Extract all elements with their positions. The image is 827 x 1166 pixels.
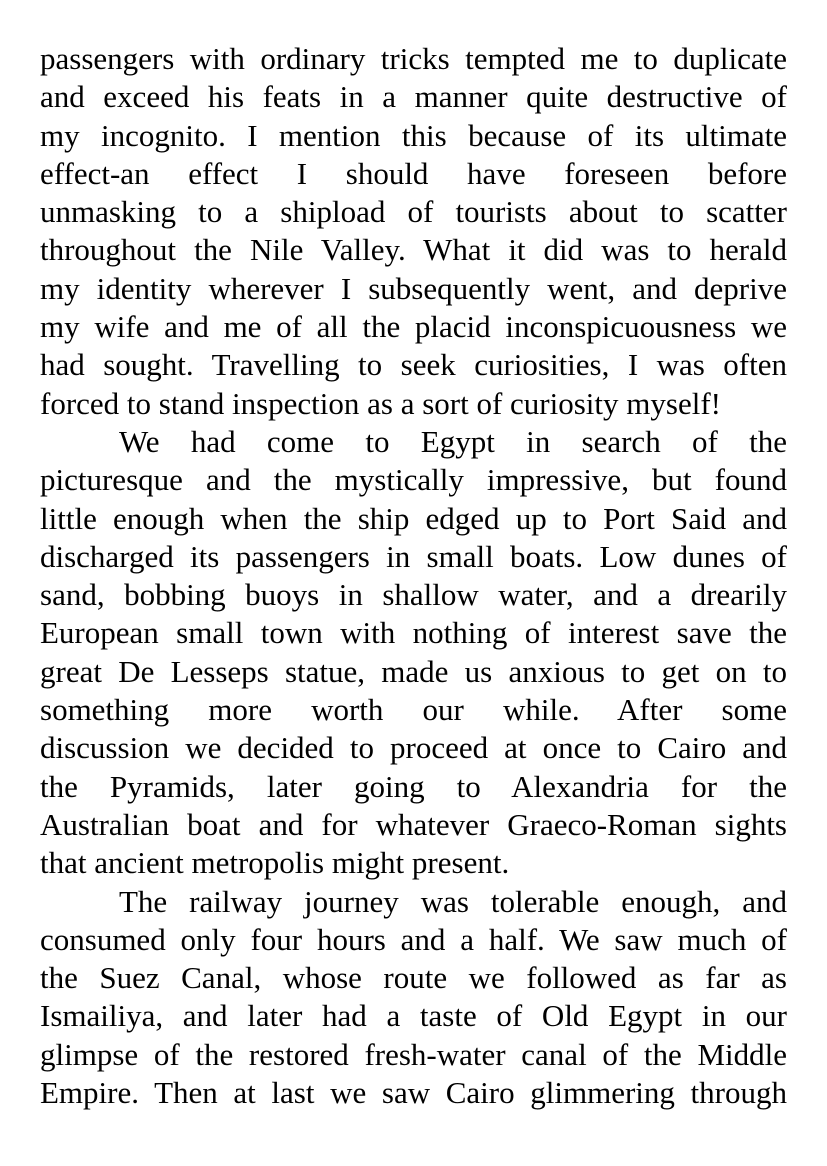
text-line: passengers with ordinary tricks tempted me to duplicate bbox=[40, 41, 787, 76]
text-line: the Pyramids, later going to Alexandria for the bbox=[40, 768, 787, 804]
text-line: forced to stand inspection as a sort of curiosity myself! bbox=[40, 385, 721, 421]
text-line: my wife and me of all the placid inconspicuousness we bbox=[40, 309, 787, 345]
text-line: effect-an effect I should have foreseen before bbox=[40, 155, 787, 191]
text-line: picturesque and the mystically impressive, but found bbox=[40, 462, 787, 498]
text-line: sand, bobbing buoys in shallow water, and a drearily bbox=[40, 577, 787, 613]
text-line: consumed only four hours and a half. We saw much of bbox=[40, 921, 787, 957]
text-line: Empire. Then at last we saw Cairo glimmering through bbox=[40, 1075, 787, 1111]
paragraph-2 bbox=[40, 423, 787, 883]
text-line: my incognito. I mention this because of its ultimate bbox=[40, 117, 787, 153]
text-line: European small town with nothing of interest save the bbox=[40, 615, 787, 651]
text-line: had sought. Travelling to seek curiosities, I was often bbox=[40, 347, 787, 383]
paragraph-1 bbox=[40, 40, 787, 423]
text-line: Australian boat and for whatever Graeco-Roman sights bbox=[40, 806, 787, 842]
document-page bbox=[40, 40, 787, 1112]
text-line: that ancient metropolis might present. bbox=[40, 845, 510, 881]
text-line: my identity wherever I subsequently went, and deprive bbox=[40, 270, 787, 306]
text-line: the Suez Canal, whose route we followed as far as bbox=[40, 960, 787, 996]
text-line: great De Lesseps statue, made us anxious to get on to bbox=[40, 653, 787, 689]
text-line: something more worth our while. After some bbox=[40, 692, 787, 728]
text-line: unmasking to a shipload of tourists about to scatter bbox=[40, 194, 787, 230]
text-line: We had come to Egypt in search of the bbox=[119, 423, 787, 459]
text-line: discharged its passengers in small boats. Low dunes of bbox=[40, 538, 787, 574]
text-line: glimpse of the restored fresh-water canal of the Middle bbox=[40, 1036, 787, 1072]
text-line: throughout the Nile Valley. What it did was to herald bbox=[40, 232, 787, 268]
text-line: discussion we decided to proceed at once to Cairo and bbox=[40, 730, 787, 766]
text-line: and exceed his feats in a manner quite destructive of bbox=[40, 79, 787, 115]
paragraph-3 bbox=[40, 883, 787, 1113]
text-line: The railway journey was tolerable enough, and bbox=[119, 883, 787, 919]
text-line: little enough when the ship edged up to Port Said and bbox=[40, 500, 787, 536]
text-line: Ismailiya, and later had a taste of Old Egypt in our bbox=[40, 998, 787, 1034]
